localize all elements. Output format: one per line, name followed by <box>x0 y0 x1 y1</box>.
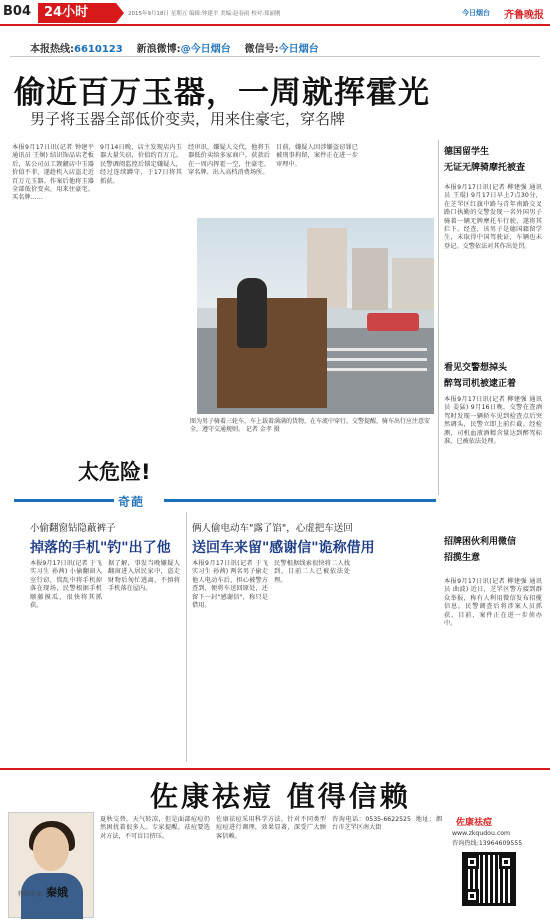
hotline-label: 本报热线: <box>30 44 74 55</box>
promo-title: 佐康祛痘 值得信赖 <box>150 780 411 813</box>
strip-logo: 奇葩 <box>118 495 145 509</box>
story3-subtitle: 招揽生意 <box>444 553 481 563</box>
wechat-handle: 今日烟台 <box>278 44 319 55</box>
expert-photo <box>8 812 94 918</box>
promo-col-1: 夏秋交替，天气转凉，但是面部痘痘仍然困扰着很多人。专家提醒，祛痘要选对方法，不可盲目挤压。 <box>100 816 210 840</box>
sig-name: 秦娥 <box>45 886 68 899</box>
lower-mid-col-3 <box>356 560 432 760</box>
lead-col-3: 经审讯，嫌疑人交代，他将玉器低价卖给多家商户，获款后在一周内挥霍一空，住豪宅、穿名牌、出入高档消费场所。 <box>188 144 270 177</box>
lower-mid-kicker: 俩人偷电动车"露了馅"，心虚把车送回 <box>192 523 353 534</box>
lower-mid-col-1: 本报9月17日讯(记者 于飞 实习生 孙茜) 两名男子偷走他人电动车后，担心被警方查到，便将车送回原处，还留下一封"感谢信"，称只是借用。 <box>192 560 270 610</box>
weibo-label: 新浪微博: <box>136 44 181 55</box>
photo-caption: 图为男子骑着三轮车，车上载着满满的货物，在车流中穿行。交警提醒，骑车出行应注意安全，遵守交通规则。 记者 金孝 摄 <box>190 418 431 433</box>
qr-corner <box>499 855 513 869</box>
promo-web: www.zkqudou.com <box>452 830 511 837</box>
photo-building <box>352 248 388 310</box>
weibo-handle: @今日烟台 <box>180 44 231 55</box>
story2-title: 看见交警想掉头 <box>444 363 508 373</box>
lower-mid-col-2: 民警根据线索很快将二人找到，目前二人已被依法处理。 <box>274 560 350 584</box>
qr-corner <box>465 855 479 869</box>
hotline-bar <box>30 40 319 55</box>
promo-phone: 咨询热线:13964609555 <box>452 840 523 847</box>
page-code: B04 <box>3 4 31 19</box>
promo-divider <box>0 768 550 770</box>
section-tag: 24小时 <box>38 3 116 23</box>
lower-left-col-2: 据了解，事发当晚嫌疑人翻窗进入居民家中，盗走财物后匆忙逃离，不慎将手机落在屋内。 <box>108 560 180 593</box>
expert-signature <box>18 884 68 900</box>
story3-title: 招牌困伙利用微信 <box>444 537 517 547</box>
lead-col-4: 目前，嫌疑人因涉嫌盗窃罪已被刑事拘留，案件正在进一步审理中。 <box>276 144 358 168</box>
photo-bus <box>367 313 419 331</box>
story3-body: 本报9月17日讯(记者 柳建强 通讯员 曲波) 近日，芝罘区警方接到群众举报，称有人利用微信发布招揽信息。民警调查后将涉案人员抓获。目前，案件正在进一步侦办中。 <box>444 578 542 628</box>
page-subhead: 男子将玉器全部低价变卖，用来住豪宅，穿名牌 <box>30 110 346 128</box>
wechat-label: 微信号: <box>244 44 279 55</box>
promo-brand: 佐康祛痘 <box>456 818 493 828</box>
photo-big-caption: 太危险! <box>78 460 151 484</box>
brand-sub: 今日烟台 <box>462 9 490 17</box>
section-strip-left <box>14 499 114 502</box>
section-strip-right <box>164 499 436 502</box>
photo-rider <box>237 278 267 348</box>
crosswalk-stripe <box>317 348 427 351</box>
lower-left-title: 掉落的手机"钓"出了他 <box>30 540 171 556</box>
news-photo <box>197 218 434 414</box>
lower-mid-title: 送回车来留"感谢信"诡称借用 <box>192 540 375 556</box>
sig-label: 特约专家: <box>18 891 45 898</box>
divider <box>10 56 540 57</box>
lower-left-col-1: 本报9月17日讯(记者 于飞 实习生 孙茜) 小偷翻窗入室行窃，慌乱中将手机掉落在现场，民警根据手机顺藤摸瓜，很快将其抓获。 <box>30 560 104 610</box>
column-divider <box>186 512 187 762</box>
page-headline: 偷近百万玉器，一周就挥霍光 <box>14 75 430 111</box>
lower-left-kicker: 小偷翻窗钻隐蔽裤子 <box>30 523 116 534</box>
crosswalk-stripe <box>317 358 427 361</box>
story2-body: 本报9月17日讯(记者 柳建强 通讯员 姜猛) 9月16日晚，交警在查酒驾时发现一辆轿车见到检查点后突然调头，民警立即上前拦截。经检测，司机血液酒精含量达到醉驾标准，已被依法处理。 <box>444 396 542 446</box>
promo-col-2: 佐康祛痘采用科学方法，针对不同类型痘痘进行调理，效果显著，深受广大顾客信赖。 <box>216 816 326 840</box>
photo-building <box>392 258 434 310</box>
story2-subtitle: 醉驾司机被逮正着 <box>444 379 517 389</box>
column-divider <box>438 140 439 495</box>
photo-face <box>33 827 69 871</box>
story1-title: 德国留学生 <box>444 147 490 157</box>
lead-col-2: 9月14日晚，店主发现店内玉器大量失窃，价值约百万元。民警调阅监控后锁定嫌疑人，经过连续蹲守，于17日将其抓获。 <box>100 144 182 185</box>
story1-subtitle: 无证无牌骑摩托被查 <box>444 163 526 173</box>
photo-building <box>307 228 347 308</box>
newspaper-logo: 齐鲁晚报 <box>504 10 544 21</box>
photo-tricycle-load <box>217 298 327 408</box>
qr-code[interactable] <box>462 852 516 906</box>
lead-col-1: 本报9月17日讯(记者 钟建平 通讯员 王炯) 结识饰品店老板后，某公司员工觊觎店中玉器价值不菲，遂趁机入店盗走近百万元玉器。作案后他将玉器全部低价变卖，用来住豪宅、买名牌…… <box>12 144 96 202</box>
masthead <box>0 0 550 26</box>
story1-body: 本报9月17日讯(记者 柳建强 通讯员 王琨) 9月17日早上7点30分，在芝罘区红旗中路与青年南路交叉路口执勤的交警发现一名外国男子骑着一辆无牌摩托车行驶，遂将其拦下。经查，该男子是德国籍留学生，未取得中国驾驶证，车辆也未登记。交警依法对其作出处罚。 <box>444 184 542 250</box>
issue-meta: 2015年9月18日 星期五 编辑:钟建平 美编:赵春雨 校对:郑丽刚 <box>128 11 281 17</box>
crosswalk-stripe <box>317 368 427 371</box>
lead-col-5 <box>364 144 430 214</box>
promo-col-3: 咨询电话：0535-6622525 地址：烟台市芝罘区南大街 <box>332 816 442 832</box>
hotline-phone: 6610123 <box>74 44 123 55</box>
qr-corner <box>465 889 479 903</box>
